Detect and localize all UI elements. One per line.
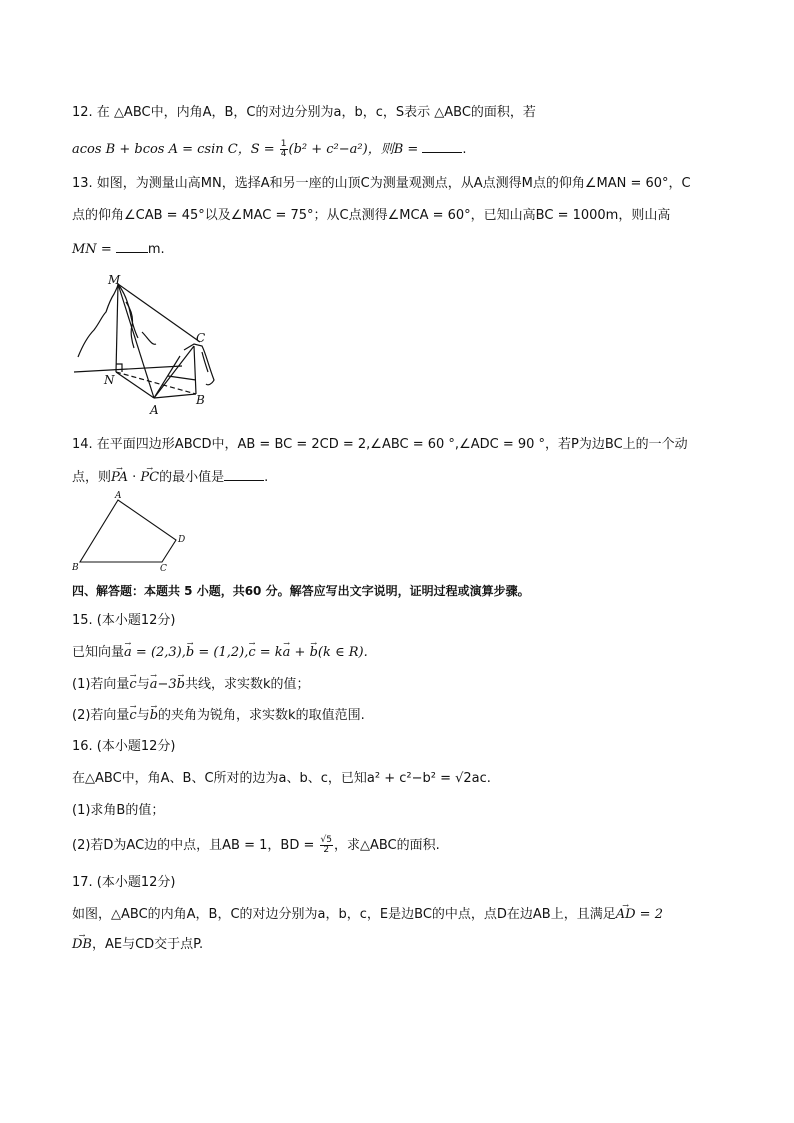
fraction: $\frac{1}{4}$	[280, 139, 287, 159]
quadrilateral-figure	[72, 490, 192, 572]
q15-part2: (2)若向量→ c与→ b的夹角为锐角，求实数k的取值范围.	[72, 707, 365, 725]
mountain-outline	[78, 284, 118, 357]
label-C: C	[160, 564, 167, 572]
q16-stem: 在△ABC中，角A、B、C所对的边为a、b、c，已知a² + c²−b² = √2ac.	[72, 771, 491, 786]
answer-blank	[116, 240, 148, 253]
line-AB	[154, 394, 196, 398]
q15-header: 15. (本小题12分)	[72, 613, 176, 628]
q16-part1: (1)求角B的值；	[72, 803, 165, 818]
section-heading: 四、解答题：本题共 5 小题，共60 分。解答应写出文字说明，证明过程或演算步骤。	[72, 584, 530, 598]
vector-PC: → PC	[140, 469, 159, 487]
q16-part2: (2)若D为AC边的中点，且AB = 1，BD = $\frac{√5}{2}$ ，求△ABC的面积.	[72, 835, 440, 855]
label-B: B	[72, 563, 79, 572]
q12-line2: acos B + bcos A = csin C，S = $\frac{1}{4}$ (b² + c²−a²)，则B = .	[72, 139, 467, 159]
q12-line1: 12. 在 △ABC中，内角A，B，C的对边分别为a，b，c，S表示 △ABC的面积，若	[72, 105, 536, 120]
vector-PA: → PA	[111, 469, 128, 487]
label-A: A	[115, 491, 122, 501]
label-A: A	[150, 403, 159, 417]
mountain-figure	[72, 272, 222, 417]
answer-blank	[422, 140, 462, 153]
quad-ABCD	[80, 500, 176, 562]
answer-blank	[224, 468, 264, 481]
ground-line	[74, 366, 182, 372]
q15-stem: 已知向量→ a = (2,3),→ b = (1,2),→ c = k→ a + → b(k ∈ R).	[72, 644, 368, 662]
label-D: D	[178, 535, 186, 545]
fraction: $\frac{√5}{2}$	[320, 835, 332, 855]
q13-line1: 13. 如图，为测量山高MN，选择A和另一座的山顶C为测量观测点，从A点测得M点的仰角∠MAN = 60°，C	[72, 176, 691, 191]
line-AC	[154, 346, 194, 398]
label-B: B	[196, 393, 205, 407]
q17-line2: → DB，AE与CD交于点P.	[72, 936, 203, 954]
q15-part1: (1)若向量→ c与→ a−3→ b共线，求实数k的值；	[72, 676, 310, 694]
q16-header: 16. (本小题12分)	[72, 739, 176, 754]
label-M: M	[108, 273, 121, 287]
label-C: C	[196, 331, 206, 345]
q14-line1: 14. 在平面四边形ABCD中，AB = BC = 2CD = 2,∠ABC = 60 °,∠ADC = 90 °，若P为边BC上的一个动	[72, 437, 688, 452]
label-N: N	[104, 373, 115, 387]
line-MN	[116, 284, 118, 372]
q17-header: 17. (本小题12分)	[72, 875, 176, 890]
line-NA	[116, 372, 154, 398]
line-CB	[194, 346, 196, 394]
q13-line2: 点的仰角∠CAB = 45°以及∠MAC = 75°；从C点测得∠MCA = 60°，已知山高BC = 1000m，则山高	[72, 208, 671, 223]
q17-line1: 如图，△ABC的内角A，B，C的对边分别为a，b，c，E是边BC的中点，点D在边AB上，且满足→ AD = 2	[72, 906, 663, 924]
q14-line2: 点，则→ PA · → PC的最小值是 .	[72, 468, 268, 487]
line-NB	[116, 372, 196, 394]
q13-line3: MN = m.	[72, 242, 165, 257]
